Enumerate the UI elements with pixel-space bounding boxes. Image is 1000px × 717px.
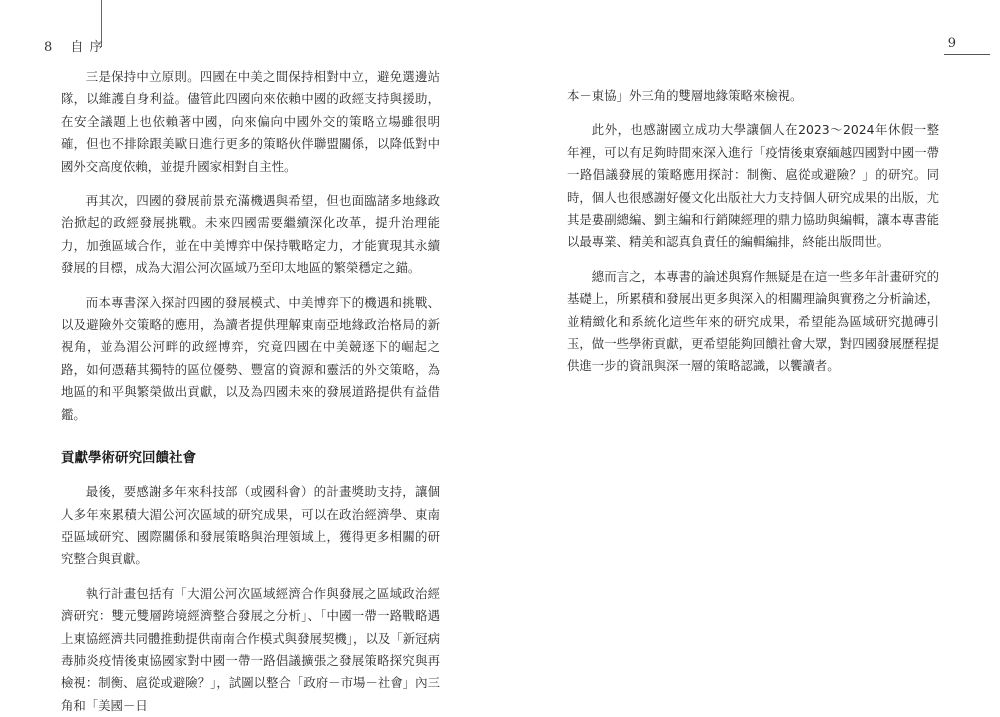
paragraph: 最後，要感謝多年來科技部（或國科會）的計畫獎助支持，讓個人多年來累積大湄公河次區域的研究成果，可以在政治經濟學、東南亞區域研究、國際關係和發展策略與治理領域上，獲得更多相關的研究整合與貢獻。 (61, 484, 440, 567)
right-page (500, 0, 1000, 677)
left-body-text (61, 66, 440, 717)
running-header-left (44, 36, 104, 55)
paragraph-continuation: 本－東協」外三角的雙層地緣策略來檢視。 (567, 88, 803, 103)
paragraph: 此外，也感謝國立成功大學讓個人在2023～2024年休假一整年裡，可以有足夠時間來深入進行「疫情後東寮緬越四國對中國一帶一路倡議發展的策略應用探討：制衡、扈從或避險？」的研究。同時，個人也很感謝好優文化出版社大力支持個人研究成果的出版，尤其是婁副總編、劉主編和行銷陳經理的鼎力協助與編輯，讓本專書能以最專業、精美和認真負責任的編輯編排，終能出版問世。 (567, 122, 939, 250)
paragraph: 而本專書深入探討四國的發展模式、中美博弈下的機遇和挑戰、以及避險外交策略的應用，為讀者提供理解東南亞地緣政治格局的新視角，並為湄公河畔的政經博弈，究竟四國在中美競逐下的崛起之路，如何憑藉其獨特的區位優勢、豐富的資源和靈活的外交策略，為地區的和平與繁榮做出貢獻，以及為四國未來的發展道路提供有益借鑑。 (61, 294, 440, 422)
page-number-right: 9 (947, 36, 956, 51)
running-head-title: 自 序 (70, 40, 104, 55)
section-heading: 貢獻學術研究回饋社會 (61, 450, 196, 467)
left-page (0, 0, 500, 713)
right-body-text (567, 85, 939, 378)
header-horizontal-rule (944, 54, 990, 55)
paragraph: 三是保持中立原則。四國在中美之間保持相對中立，避免選邊站隊，以維護自身利益。儘管此四國向來依賴中國的政經支持與援助，在安全議題上也依賴著中國，向來偏向中國外交的策略立場雖很明確，但也不排除跟美歐日進行更多的策略伙伴聯盟關係，以降低對中國外交高度依賴，並提升國家相對自主性。 (61, 69, 440, 174)
paragraph: 執行計畫包括有「大湄公河次區域經濟合作與發展之區域政治經濟研究：雙元雙層跨境經濟整合發展之分析」、「中國一帶一路戰略遇上東協經濟共同體推動提供南南合作模式與發展契機」，以及「新冠病毒肺炎疫情後東協國家對中國一帶一路倡議擴張之發展策略探究與再檢視：制衡、扈從或避險？」，試圖以整合「政府－市場－社會」內三角和「美國－日 (61, 585, 440, 713)
paragraph: 再其次，四國的發展前景充滿機遇與希望，但也面臨諸多地緣政治掀起的政經發展挑戰。未來四國需要繼續深化改革，提升治理能力，加強區域合作，並在中美博弈中保持戰略定力，才能實現其永續發展的目標，成為大湄公河次區域乃至印太地區的繁榮穩定之錨。 (61, 193, 440, 276)
paragraph: 總而言之，本專書的論述與寫作無疑是在這一些多年計畫研究的基礎上，所累積和發展出更多與深入的相關理論與實務之分析論述，並精緻化和系統化這些年來的研究成果，希望能為區域研究拋磚引玉，做一些學術貢獻，更希望能夠回饋社會大眾，對四國發展歷程提供進一步的資訊與深一層的策略認識，以饗讀者。 (567, 268, 939, 374)
page-number-left: 8 (44, 40, 54, 55)
